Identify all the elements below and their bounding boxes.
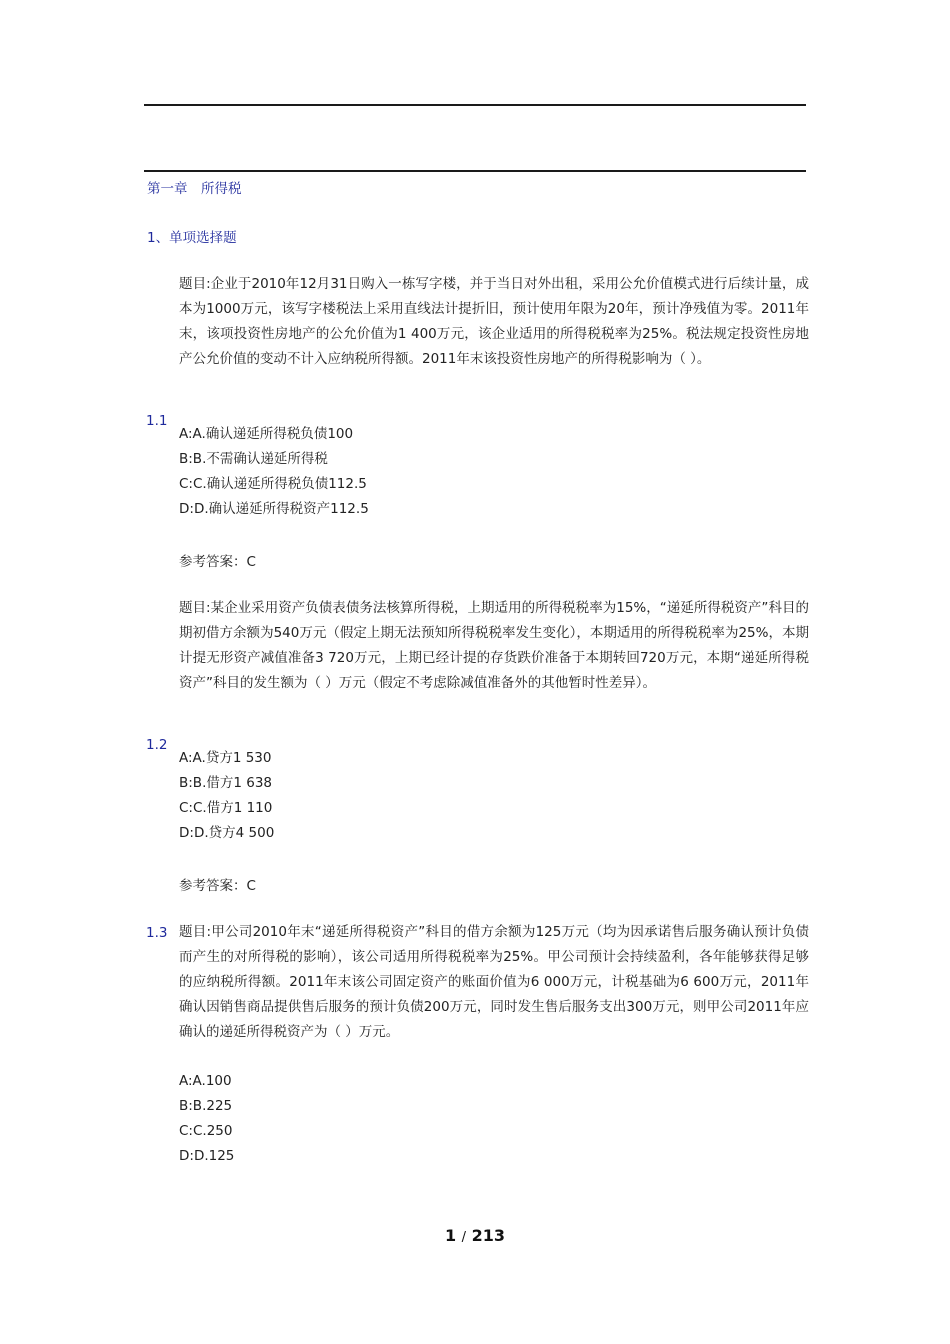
header-rule-bottom <box>144 170 806 172</box>
question-number-1-1: 1.1 <box>146 413 168 429</box>
option-a: A:A.100 <box>179 1073 232 1089</box>
option-a: A:A.贷方1 530 <box>179 750 272 766</box>
page-separator: / <box>461 1230 467 1245</box>
option-list-1-1 <box>179 422 369 522</box>
option-a: A:A.确认递延所得税负债100 <box>179 426 354 442</box>
question-stem-1-3: 题目:甲公司2010年末“递延所得税资产”科目的借方余额为125万元（均为因承诺售后服务确认预计负债而产生的对所得税的影响），该公司适用所得税税率为25%。甲公司预计会持续盈利，各年能够获得足够的应纳税所得额。2011年末该公司固定资产的账面价值为6 000万元，计税基础为6 600万元，2011年确认因销售商品提供售后服务的预计负债200万元，同时发生售后服务支出300万元，则甲公司2011年应确认的递延所得税资产为（ ）万元。 <box>179 924 809 1040</box>
option-b: B:B.225 <box>179 1098 233 1114</box>
option-list-1-2 <box>179 746 274 846</box>
question-stem-1-1: 题目:企业于2010年12月31日购入一栋写字楼，并于当日对外出租，采用公允价值模式进行后续计量，成本为1000万元，该写字楼税法上采用直线法计提折旧，预计使用年限为20年，预计净残值为零。2011年末，该项投资性房地产的公允价值为1 400万元，该企业适用的所得税税率为25%。税法规定投资性房地产公允价值的变动不计入应纳税所得额。2011年末该投资性房地产的所得税影响为（ ）。 <box>179 276 809 367</box>
option-d: D:D.确认递延所得税资产112.5 <box>179 501 369 517</box>
header-rule-top <box>144 104 806 106</box>
option-d: D:D.贷方4 500 <box>179 825 275 841</box>
question-number-1-3: 1.3 <box>146 925 168 941</box>
answer-1-2: 参考答案：C <box>179 878 256 894</box>
page-current: 1 <box>444 1226 457 1245</box>
option-d: D:D.125 <box>179 1148 235 1164</box>
option-b: B:B.借方1 638 <box>179 775 273 791</box>
question-number-1-2: 1.2 <box>146 737 168 753</box>
chapter-title: 第一章 所得税 <box>147 181 242 197</box>
question-stem-1-2: 题目:某企业采用资产负债表债务法核算所得税，上期适用的所得税税率为15%，“递延所得税资产”科目的期初借方余额为540万元（假定上期无法预知所得税税率发生变化），本期适用的所得税税率为25%，本期计提无形资产减值准备3 720万元，上期已经计提的存货跌价准备于本期转回720万元，本期“递延所得税资产”科目的发生额为（ ）万元（假定不考虑除减值准备外的其他暂时性差异）。 <box>179 600 809 691</box>
option-list-1-3 <box>179 1069 234 1169</box>
section-title: 1、单项选择题 <box>147 230 237 246</box>
option-c: C:C.确认递延所得税负债112.5 <box>179 476 367 492</box>
option-c: C:C.借方1 110 <box>179 800 273 816</box>
option-c: C:C.250 <box>179 1123 233 1139</box>
page-number <box>0 1226 950 1245</box>
page-total: 213 <box>471 1226 506 1245</box>
option-b: B:B.不需确认递延所得税 <box>179 451 328 467</box>
answer-1-1: 参考答案：C <box>179 554 256 570</box>
